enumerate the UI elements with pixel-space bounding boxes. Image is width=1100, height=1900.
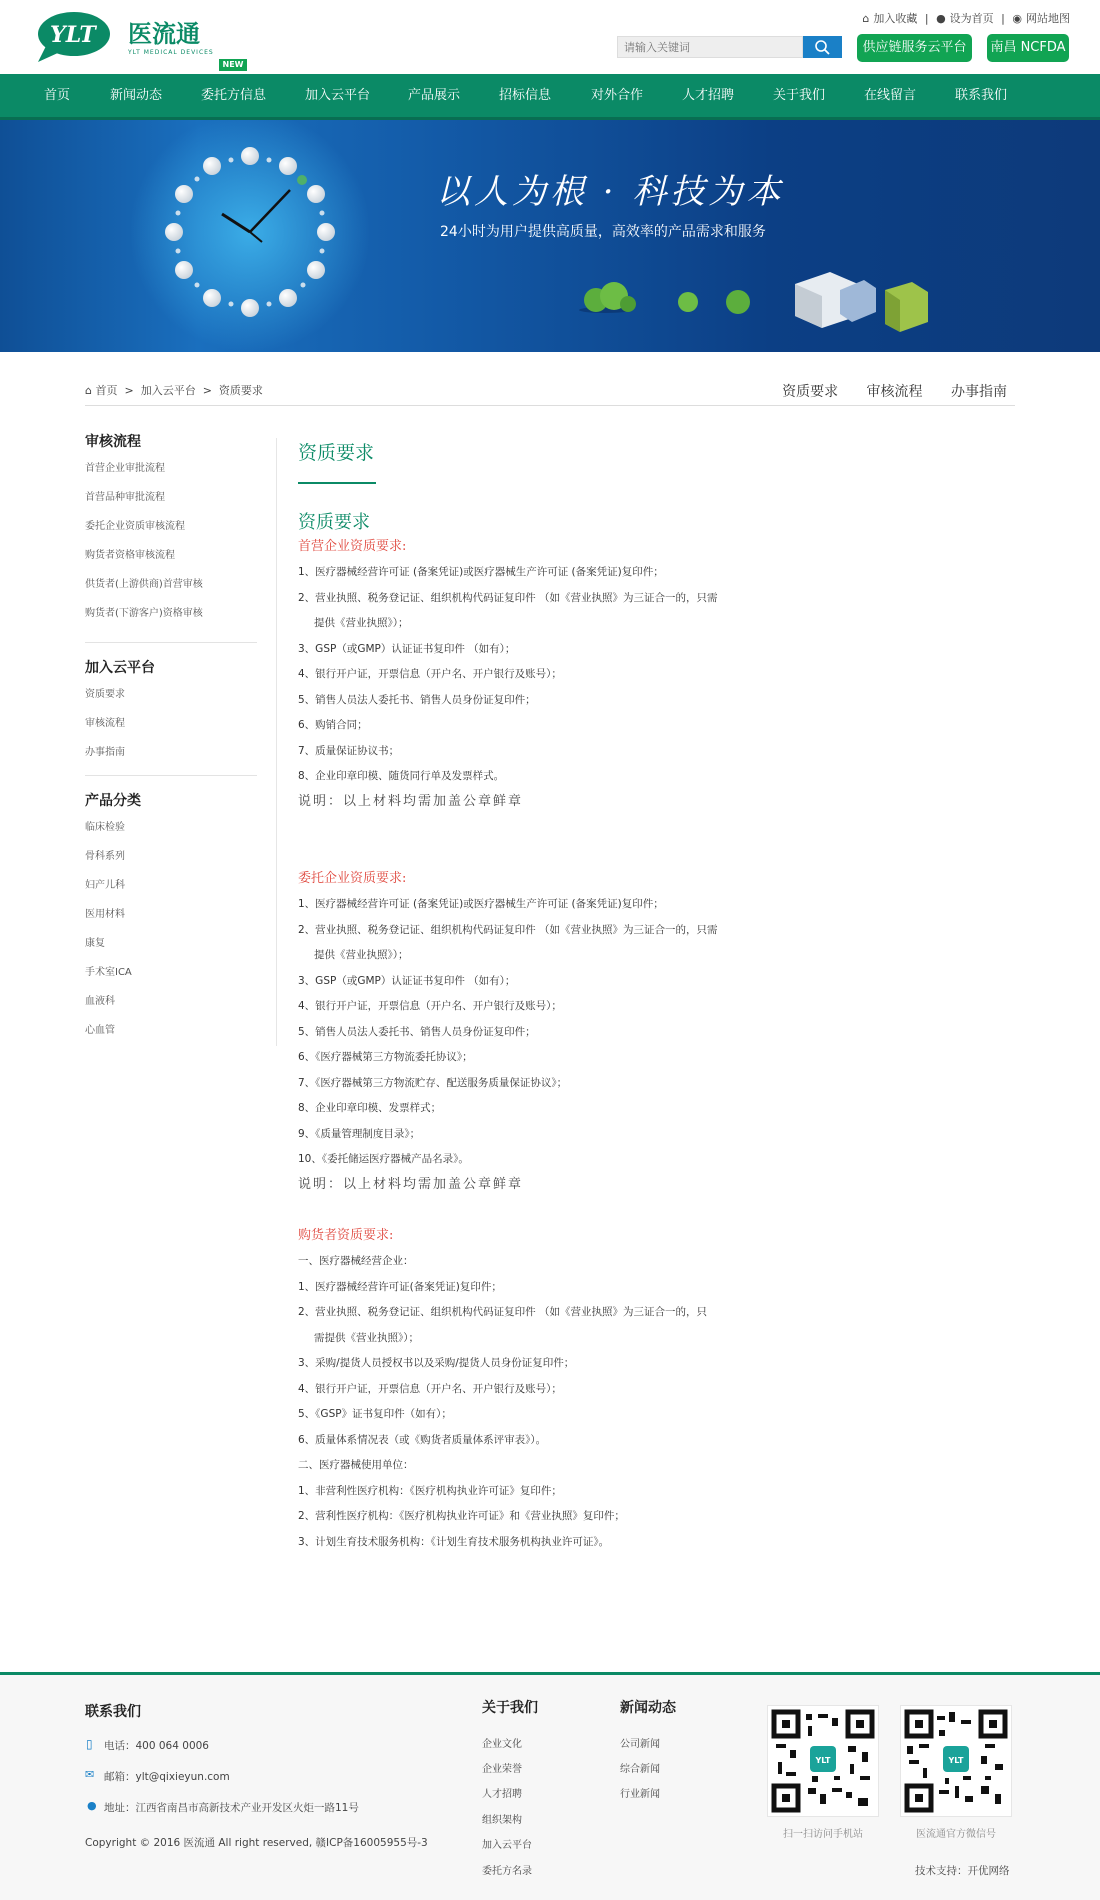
- text-line: 8、企业印章印模、随货同行单及发票样式。: [298, 770, 505, 782]
- sidebar-item[interactable]: 审核流程: [85, 718, 125, 729]
- text-line: 5、《GSP》证书复印件（如有）；: [298, 1408, 452, 1420]
- text-line: 4、银行开户证，开票信息（开户名、开户银行及账号）；: [298, 668, 562, 680]
- footer-link[interactable]: 公司新闻: [620, 1739, 660, 1750]
- breadcrumb-home[interactable]: 首页: [95, 384, 118, 397]
- breadcrumb: ⌂ 首页 > 加入云平台 > 资质要求: [85, 384, 263, 397]
- breadcrumb-join-cloud[interactable]: 加入云平台: [140, 384, 196, 397]
- text-line: 二、医疗器械使用单位：: [298, 1459, 414, 1471]
- text-line: 1、非营利性医疗机构：《医疗机构执业许可证》复印件；: [298, 1484, 562, 1497]
- qr-code-wechat: [900, 1705, 1012, 1817]
- text-line: 提供《营业执照》）；: [314, 949, 409, 961]
- footer-link[interactable]: 加入云平台: [482, 1840, 532, 1851]
- text-line: 2、营业执照、税务登记证、组织机构代码证复印件 （如《营业执照》为三证合一的，只: [298, 1306, 708, 1318]
- search-box: [617, 36, 842, 58]
- text-line: 提供《营业执照》）；: [314, 617, 409, 629]
- footer-link[interactable]: 企业荣誉: [482, 1764, 522, 1775]
- text-line: 3、GSP（或GMP）认证证书复印件 （如有）；: [298, 974, 516, 987]
- section-title: 购货者资质要求:: [298, 1228, 394, 1243]
- qr-caption-mobile: 扫一扫访问手机站: [783, 1829, 863, 1840]
- sidebar-item[interactable]: 康复: [85, 938, 105, 949]
- text-line: 4、银行开户证，开票信息（开户名、开户银行及账号）；: [298, 1382, 562, 1395]
- text-line: 3、计划生育技术服务机构：《计划生育技术服务机构执业许可证》。: [298, 1535, 610, 1548]
- section-title: 委托企业资质要求:: [298, 871, 407, 886]
- text-line: 4、银行开户证，开票信息（开户名、开户银行及账号）；: [298, 1000, 562, 1012]
- footer-email[interactable]: 邮箱：ylt@qixieyun.com: [104, 1771, 230, 1783]
- text-line: 7、《医疗器械第三方物流贮存、配送服务质量保证协议》；: [298, 1076, 568, 1089]
- email-icon: ✉: [85, 1768, 95, 1781]
- section-buyer: [298, 1223, 1018, 1555]
- sidebar-group-products: [85, 789, 257, 1045]
- ncfda-button[interactable]: 南昌 NCFDA: [987, 34, 1069, 62]
- sidebar-item[interactable]: 骨科系列: [85, 851, 125, 862]
- sidebar-item[interactable]: 资质要求: [85, 689, 125, 700]
- supply-chain-button[interactable]: 供应链服务云平台: [857, 34, 972, 62]
- sub-tabs: [758, 381, 1007, 401]
- text-line: 2、营利性医疗机构：《医疗机构执业许可证》和《营业执照》复印件；: [298, 1510, 625, 1522]
- nav-home[interactable]: 首页: [44, 88, 71, 103]
- nav-join-cloud[interactable]: 加入云平台: [305, 88, 371, 103]
- toplink-sitemap[interactable]: 网站地图: [1026, 12, 1070, 25]
- nav-cooperation[interactable]: 对外合作: [591, 88, 644, 103]
- sidebar-title: 审核流程: [85, 434, 141, 450]
- banner-tagline: 24小时为用户提供高质量，高效率的产品需求和服务: [440, 224, 766, 240]
- new-badge: NEW: [219, 59, 247, 71]
- svg-text:YLT: YLT: [815, 1756, 831, 1765]
- section-first-enterprise: [298, 534, 1018, 814]
- sidebar-divider: [85, 775, 257, 776]
- sidebar-item[interactable]: 手术室ICA: [85, 967, 132, 978]
- location-pin-icon: ●: [87, 1799, 97, 1812]
- qr-caption-wechat: 医流通官方微信号: [916, 1829, 996, 1840]
- tab-review-process[interactable]: 审核流程: [866, 384, 923, 400]
- footer-link[interactable]: 行业新闻: [620, 1789, 660, 1800]
- text-line: 1、医疗器械经营许可证 (备案凭证)或医疗器械生产许可证 (备案凭证)复印件；: [298, 898, 664, 910]
- sidebar-item[interactable]: 委托企业资质审核流程: [85, 521, 185, 532]
- location-icon: ◉: [1012, 12, 1022, 25]
- text-line: 8、企业印章印模、发票样式；: [298, 1102, 442, 1114]
- logo-subtitle: YLT MEDICAL DEVICES: [128, 49, 214, 56]
- text-line: 3、采购/提货人员授权书以及采购/提货人员身份证复印件；: [298, 1357, 575, 1369]
- footer-link[interactable]: 企业文化: [482, 1739, 522, 1750]
- text-line: 9、《质量管理制度目录》；: [298, 1127, 421, 1140]
- footer-tech-support[interactable]: 技术支持：开优网络: [915, 1865, 1010, 1877]
- search-icon: [803, 36, 842, 58]
- tab-guide[interactable]: 办事指南: [951, 384, 1007, 400]
- text-line: 一、医疗器械经营企业：: [298, 1255, 414, 1267]
- footer-phone: 电话：400 064 0006: [104, 1740, 209, 1752]
- svg-text:YLT: YLT: [948, 1756, 964, 1765]
- hero-banner: [0, 120, 1100, 352]
- sidebar-item[interactable]: 供货者(上游供商)首营审核: [85, 579, 203, 590]
- search-button[interactable]: [803, 36, 842, 58]
- breadcrumb-bar: [85, 378, 1015, 406]
- footer-contact-title: 联系我们: [85, 1704, 141, 1720]
- text-line: 2、营业执照、税务登记证、组织机构代码证复印件 （如《营业执照》为三证合一的，只需: [298, 923, 718, 936]
- sidebar-title: 产品分类: [85, 793, 141, 809]
- phone-icon: ▯: [86, 1737, 93, 1751]
- home-icon: ⌂: [85, 384, 92, 397]
- section-note: 说明：以上材料均需加盖公章鲜章: [298, 793, 524, 809]
- section-client-enterprise: [298, 866, 1018, 1197]
- nav-tenders[interactable]: 招标信息: [499, 88, 552, 103]
- text-line: 6、质量体系情况表（或《购货者质量体系评审表》）。: [298, 1433, 547, 1446]
- content-divider: [276, 438, 277, 1046]
- footer-about-title: 关于我们: [482, 1700, 538, 1716]
- toplink-bookmark[interactable]: 加入收藏: [873, 12, 918, 25]
- content-heading: 资质要求: [298, 512, 370, 533]
- banner-slogan: 以人为根 · 科技为本: [436, 172, 785, 212]
- toplink-homepage[interactable]: 设为首页: [949, 12, 994, 25]
- text-line: 5、销售人员法人委托书、销售人员身份证复印件；: [298, 693, 536, 706]
- text-line: 5、销售人员法人委托书、销售人员身份证复印件；: [298, 1025, 536, 1038]
- footer-address: 地址：江西省南昌市高新技术产业开发区火炬一路11号: [104, 1802, 359, 1814]
- nav-about[interactable]: 关于我们: [773, 88, 826, 103]
- sidebar-divider: [85, 642, 257, 643]
- person-icon: ●: [936, 12, 946, 25]
- text-line: 1、医疗器械经营许可证(备案凭证)复印件；: [298, 1280, 502, 1293]
- nav-message[interactable]: 在线留言: [864, 88, 917, 103]
- sidebar-item[interactable]: 首营品种审批流程: [85, 492, 165, 503]
- sidebar-item[interactable]: 办事指南: [85, 747, 125, 758]
- nav-products[interactable]: 产品展示: [408, 88, 461, 103]
- nav-careers[interactable]: 人才招聘: [682, 88, 735, 103]
- bookmark-icon: ⌂: [862, 12, 870, 25]
- nav-news[interactable]: 新闻动态: [110, 88, 163, 103]
- breadcrumb-current: 资质要求: [218, 384, 263, 397]
- nav-client-info[interactable]: 委托方信息: [201, 88, 267, 103]
- text-line: 7、质量保证协议书；: [298, 744, 400, 757]
- sidebar-item[interactable]: 购货者资格审核流程: [85, 550, 175, 561]
- footer-link[interactable]: 综合新闻: [620, 1764, 660, 1775]
- qr-code-icon: [768, 1706, 878, 1816]
- page-title: 资质要求: [298, 442, 375, 464]
- text-line: 6、购销合同；: [298, 719, 368, 731]
- nav-contact[interactable]: 联系我们: [955, 88, 1008, 103]
- sidebar-item[interactable]: 首营企业审批流程: [85, 463, 165, 474]
- top-links: ⌂ 加入收藏 | ● 设为首页 | ◉ 网站地图: [862, 12, 1070, 25]
- text-line: 需提供《营业执照》）；: [314, 1331, 419, 1344]
- text-line: 1、医疗器械经营许可证 (备案凭证)或医疗器械生产许可证 (备案凭证)复印件；: [298, 566, 664, 578]
- ylt-logo-icon: [36, 6, 226, 72]
- sidebar-group-review: [85, 430, 257, 628]
- tab-qualification[interactable]: 资质要求: [782, 384, 839, 400]
- sidebar-item[interactable]: 妇产儿科: [85, 880, 125, 891]
- section-note: 说明：以上材料均需加盖公章鲜章: [298, 1176, 524, 1192]
- text-line: 3、GSP（或GMP）认证证书复印件 （如有）；: [298, 642, 516, 655]
- sidebar-item[interactable]: 医用材料: [85, 909, 125, 920]
- main-nav: [0, 74, 1100, 120]
- section-title: 首营企业资质要求:: [298, 539, 407, 554]
- footer-link[interactable]: 委托方名录: [482, 1866, 532, 1877]
- sidebar-group-join: [85, 656, 257, 767]
- logo-ylt-text: YLT: [50, 22, 96, 48]
- sidebar-item[interactable]: 临床检验: [85, 822, 125, 833]
- footer-link[interactable]: 组织架构: [482, 1815, 522, 1826]
- qr-code-mobile: [767, 1705, 879, 1817]
- sidebar-item[interactable]: 心血管: [85, 1025, 115, 1036]
- footer-copyright: Copyright © 2016 医流通 All right reserved, 赣ICP备16005955号-3: [85, 1837, 428, 1849]
- site-logo[interactable]: [36, 6, 244, 72]
- search-input[interactable]: [617, 36, 803, 58]
- sidebar-title: 加入云平台: [85, 660, 155, 676]
- sidebar-item[interactable]: 血液科: [85, 996, 115, 1007]
- site-header: [0, 0, 1100, 74]
- text-line: 10、《委托储运医疗器械产品名录》。: [298, 1153, 469, 1165]
- footer-news-title: 新闻动态: [620, 1700, 676, 1716]
- sidebar-item[interactable]: 购货者(下游客户)资格审核: [85, 608, 203, 619]
- text-line: 2、营业执照、税务登记证、组织机构代码证复印件 （如《营业执照》为三证合一的，只需: [298, 591, 718, 604]
- logo-brand-name: 医流通: [128, 20, 200, 48]
- footer-link[interactable]: 人才招聘: [482, 1789, 522, 1800]
- title-underline: [298, 482, 376, 484]
- qr-code-icon: [901, 1706, 1011, 1816]
- site-footer: [0, 1672, 1100, 1900]
- text-line: 6、《医疗器械第三方物流委托协议》；: [298, 1051, 473, 1063]
